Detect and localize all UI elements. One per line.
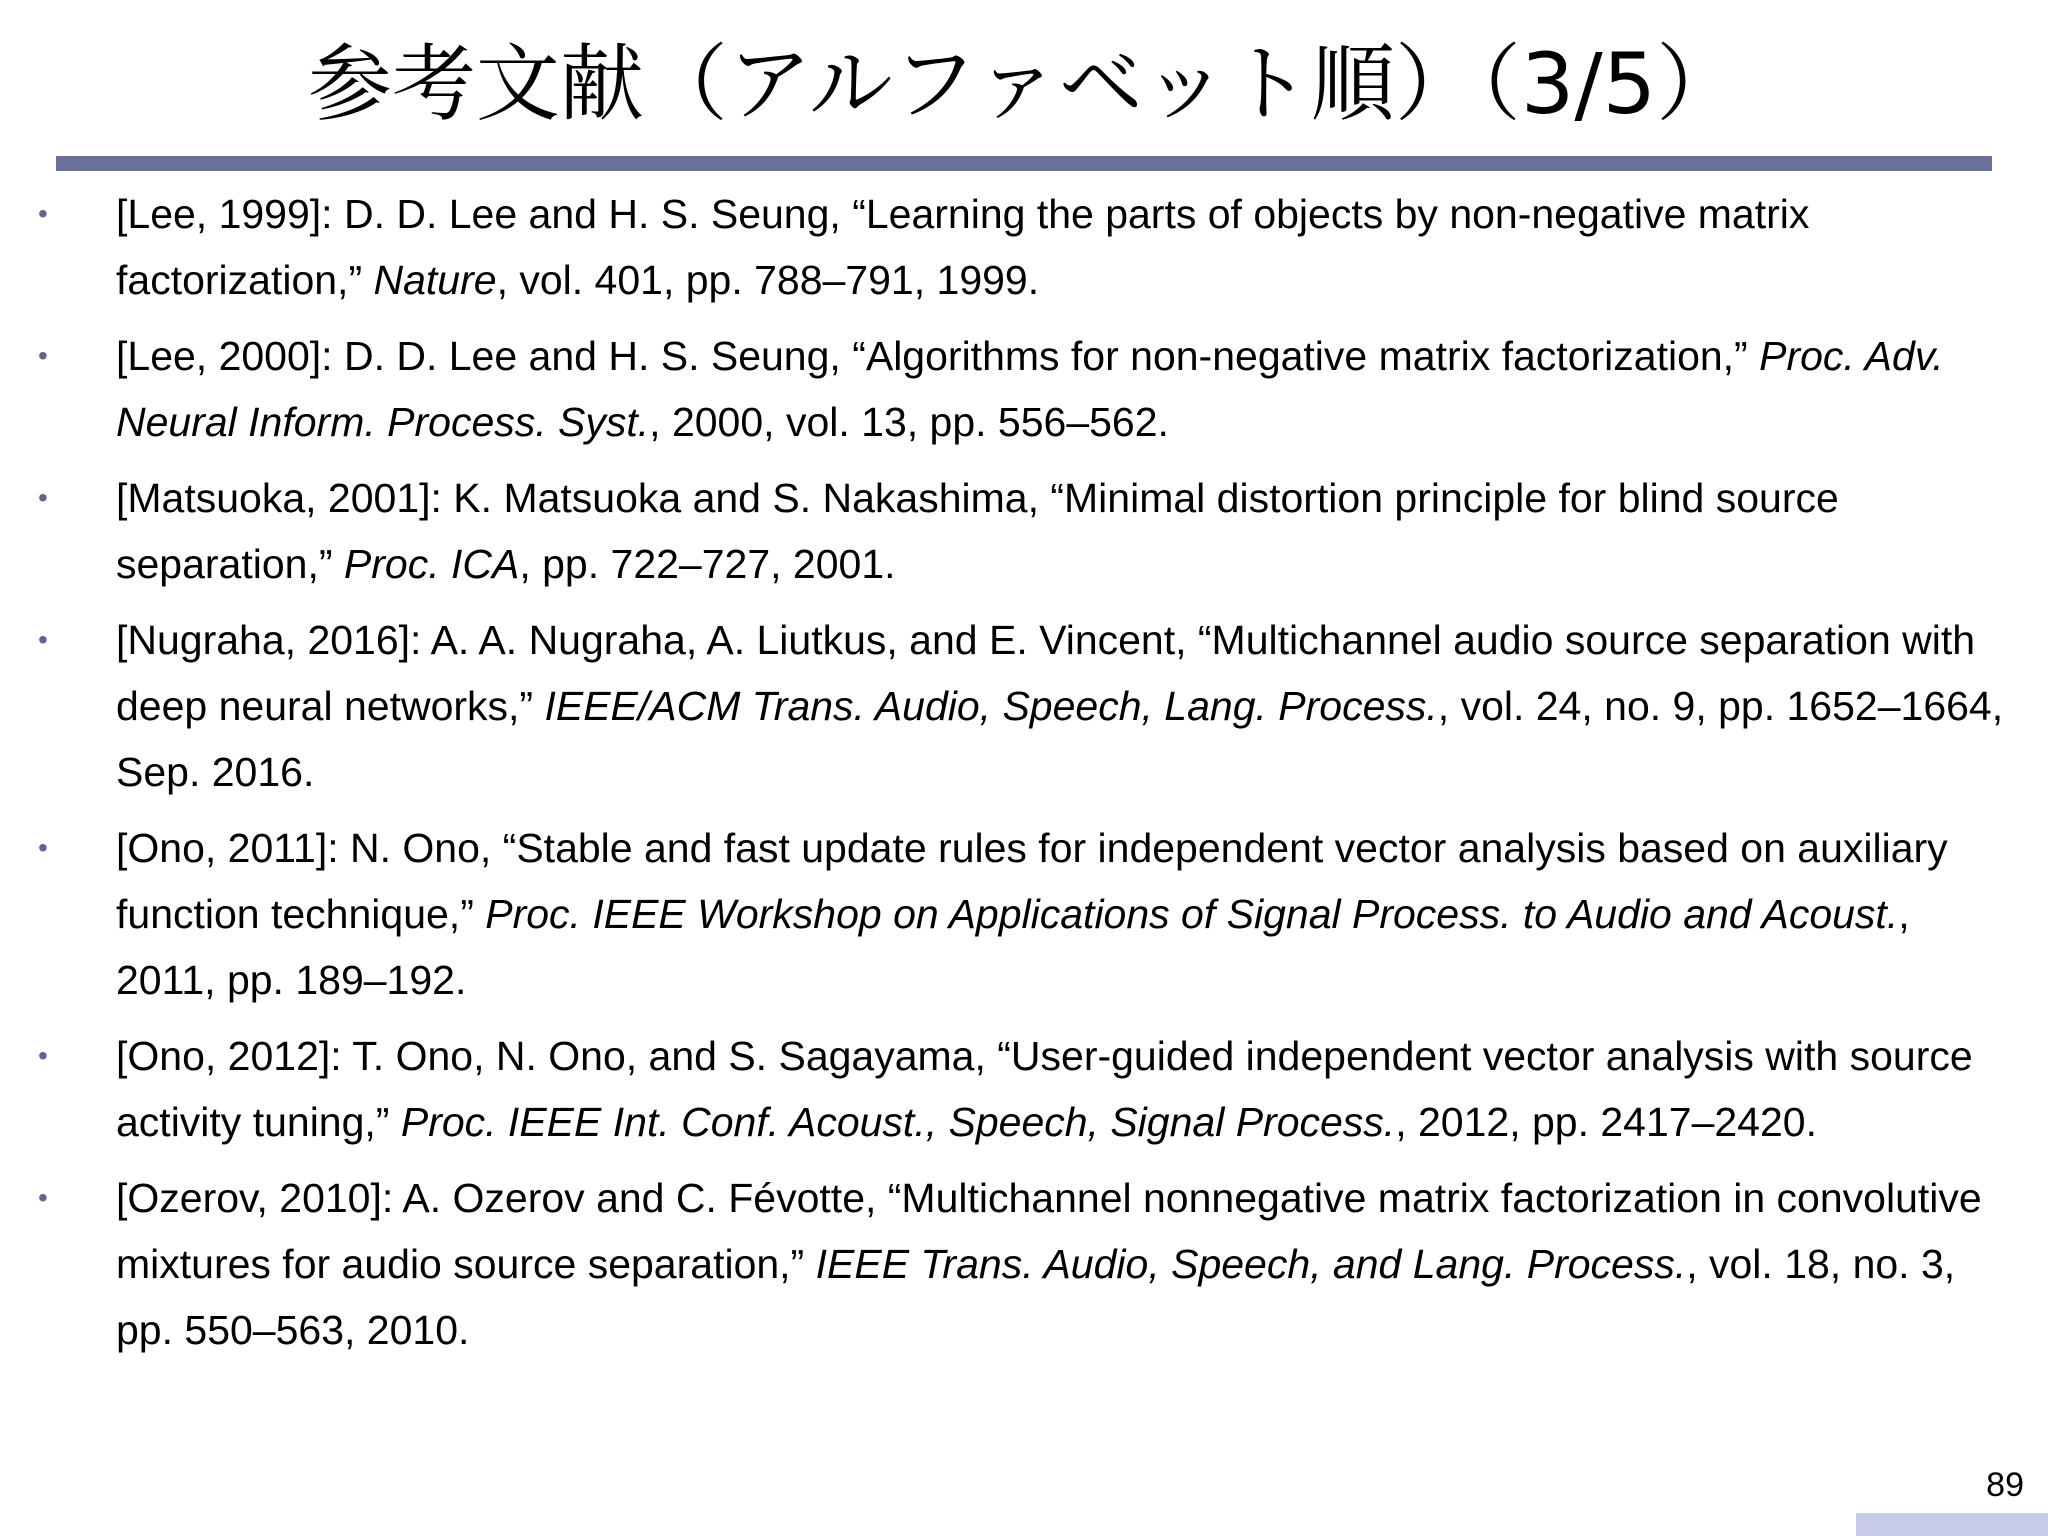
journal-name: IEEE Trans. Audio, Speech, and Lang. Process. xyxy=(815,1241,1687,1287)
reference-text xyxy=(116,617,2003,795)
journal-name: Proc. IEEE Int. Conf. Acoust., Speech, Signal Process. xyxy=(400,1099,1396,1145)
journal-name: Proc. ICA xyxy=(343,541,520,587)
page-number: 89 xyxy=(1986,1466,2024,1504)
reference-details: , 2011, pp. 189–192. xyxy=(116,891,1910,1003)
journal-name: IEEE/ACM Trans. Audio, Speech, Lang. Process. xyxy=(544,683,1438,729)
bullet-icon: • xyxy=(38,340,48,371)
bullet-icon: • xyxy=(38,1040,48,1071)
footer-accent-bar xyxy=(1856,1513,2048,1536)
reference-body: [Ozerov, 2010]: A. Ozerov and C. Févotte, “Multichannel nonnegative matrix factorization in convolutive mixtures for audio source separation,” xyxy=(116,1175,1982,1287)
bullet-icon: • xyxy=(38,482,48,513)
reference-details: , 2012, pp. 2417–2420. xyxy=(1395,1099,1817,1145)
reference-item xyxy=(0,181,2048,313)
reference-item xyxy=(0,323,2048,455)
reference-text xyxy=(116,333,1944,445)
reference-details: , 2000, vol. 13, pp. 556–562. xyxy=(649,399,1169,445)
reference-details: , vol. 18, no. 3, pp. 550–563, 2010. xyxy=(116,1241,1956,1353)
reference-item xyxy=(0,815,2048,1013)
journal-name: Nature xyxy=(373,257,497,303)
title-underline xyxy=(56,156,1992,171)
reference-body: [Nugraha, 2016]: A. A. Nugraha, A. Liutkus, and E. Vincent, “Multichannel audio source separation with deep neural networks,” xyxy=(116,617,1976,729)
bullet-icon: • xyxy=(38,832,48,863)
reference-body: [Lee, 2000]: D. D. Lee and H. S. Seung, “Algorithms for non-negative matrix factorization,” xyxy=(116,333,1760,379)
bullet-icon: • xyxy=(38,624,48,655)
reference-item xyxy=(0,607,2048,805)
reference-body: [Lee, 1999]: D. D. Lee and H. S. Seung, “Learning the parts of objects by non-negative matrix factorization,” xyxy=(116,191,1810,303)
reference-details: , vol. 24, no. 9, pp. 1652–1664, Sep. 2016. xyxy=(116,683,2004,795)
bullet-icon: • xyxy=(38,198,48,229)
bullet-icon: • xyxy=(38,1182,48,1213)
reference-details: , pp. 722–727, 2001. xyxy=(519,541,896,587)
reference-text xyxy=(116,191,1809,303)
reference-body: [Ono, 2012]: T. Ono, N. Ono, and S. Sagayama, “User-guided independent vector analysis with source activity tuning,” xyxy=(116,1033,1973,1145)
journal-name: Proc. Adv. Neural Inform. Process. Syst. xyxy=(116,333,1944,445)
reference-item xyxy=(0,1165,2048,1363)
reference-details: , vol. 401, pp. 788–791, 1999. xyxy=(496,257,1040,303)
journal-name: Proc. IEEE Workshop on Applications of Signal Process. to Audio and Acoust. xyxy=(485,891,1899,937)
reference-text xyxy=(116,1033,1973,1145)
slide-title: 参考文献（アルファベット順）（3/5） xyxy=(307,35,1741,133)
reference-item xyxy=(0,465,2048,597)
reference-text xyxy=(116,475,1839,587)
reference-body: [Matsuoka, 2001]: K. Matsuoka and S. Nakashima, “Minimal distortion principle for blind source separation,” xyxy=(116,475,1839,587)
reference-body: [Ono, 2011]: N. Ono, “Stable and fast update rules for independent vector analysis based on auxiliary function technique,” xyxy=(116,825,1948,937)
reference-list xyxy=(0,181,2048,1373)
reference-item xyxy=(0,1023,2048,1155)
reference-text xyxy=(116,1175,1982,1353)
reference-text xyxy=(116,825,1948,1003)
